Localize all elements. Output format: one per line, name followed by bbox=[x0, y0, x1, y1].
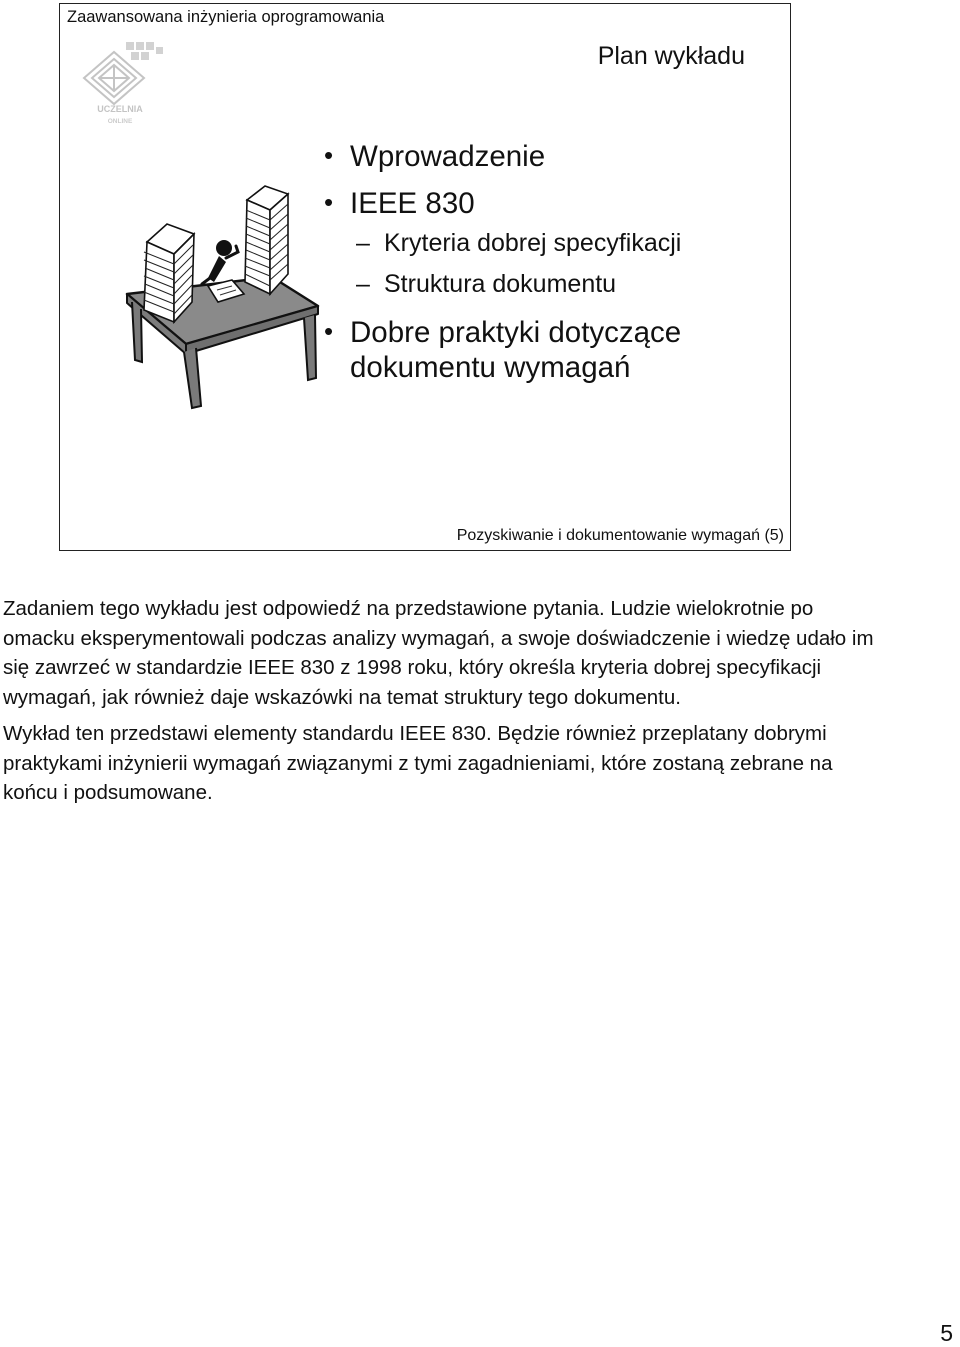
outline-item-label: • Wprowadzenie bbox=[350, 140, 546, 173]
outline-subitem bbox=[322, 270, 762, 299]
slide bbox=[59, 3, 791, 551]
notes-paragraph: Wykład ten przedstawi elementy standardu IEEE 830. Będzie również przeplatany dobrymi praktykami inżynierii wymagań związanymi z tymi zagadnieniami, które zostaną zebrane na końcu i podsumowane. bbox=[3, 722, 833, 804]
outline-item bbox=[322, 186, 762, 221]
slide-footer: Pozyskiwanie i dokumentowanie wymagań (5) bbox=[456, 527, 784, 544]
outline-list bbox=[322, 139, 762, 397]
notes-paragraph: Zadaniem tego wykładu jest odpowiedź na przedstawione pytania. Ludzie wielokrotnie po omacku eksperymentowali podczas analizy wymagań, a swoje doświadczenie i wiedzę udało im się zawrzeć w standardzie IEEE 830 z 1998 roku, który określa kryteria dobrej specyfikacji wymagań, jak również daje wskazówki na temat struktury tego dokumentu. bbox=[3, 597, 874, 709]
outline-item bbox=[322, 315, 762, 385]
person-at-desk-icon bbox=[122, 182, 322, 414]
page-number: 5 bbox=[940, 1320, 953, 1346]
uczelnia-online-logo-icon bbox=[70, 36, 180, 128]
outline-item-label: • Dobre praktyki dotyczące dokumentu wymagań bbox=[350, 316, 682, 384]
outline-subitem-label: Kryteria dobrej specyfikacji bbox=[384, 229, 682, 257]
dash-bullet: – bbox=[356, 270, 370, 298]
svg-text:ONLINE: ONLINE bbox=[107, 118, 133, 125]
lecture-notes bbox=[3, 594, 883, 815]
svg-text:UCZELNIA: UCZELNIA bbox=[97, 104, 143, 114]
course-title: Zaawansowana inżynieria oprogramowania bbox=[67, 8, 385, 26]
outline-item bbox=[322, 139, 762, 174]
outline-subitem-label: Struktura dokumentu bbox=[384, 270, 617, 298]
outline-item-label: • IEEE 830 bbox=[350, 187, 475, 220]
slide-title: Plan wykładu bbox=[597, 42, 745, 70]
dash-bullet: – bbox=[356, 229, 370, 257]
outline-subitem bbox=[322, 229, 762, 258]
